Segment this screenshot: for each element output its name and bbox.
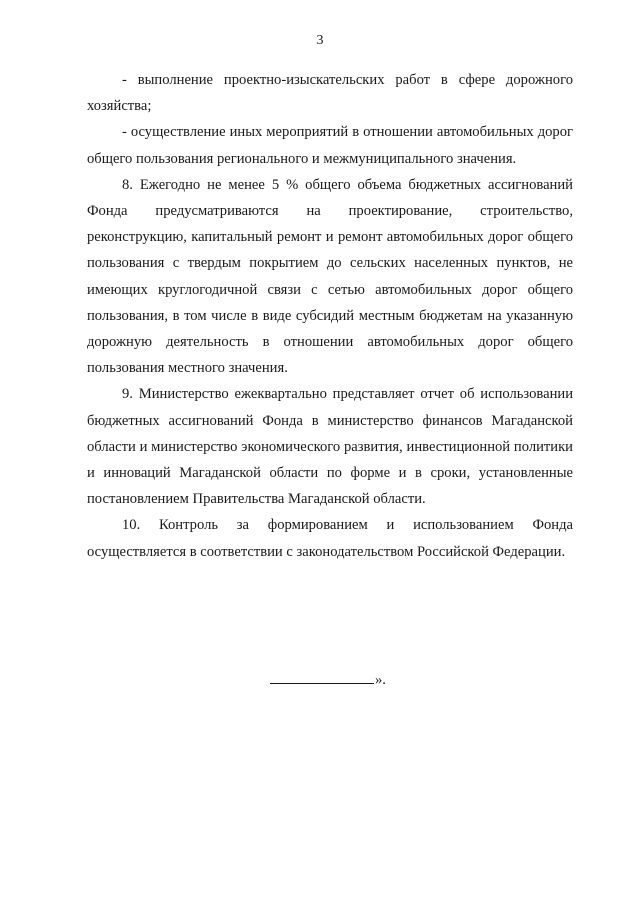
closing-rule <box>270 673 374 684</box>
closing-line <box>270 672 386 689</box>
paragraph-item-10: 10. Контроль за формированием и использованием Фонда осуществляется в соответствии с законодательством Российской Федерации. <box>87 517 573 560</box>
paragraph-item-8: 8. Ежегодно не менее 5 % общего объема бюджетных ассигнований Фонда предусматриваются на проектирование, строительство, реконструкцию, капитальный ремонт и ремонт автомобильных дорог общего пользования с твердым покрытием до сельских населенных пунктов, не имеющих круглогодичной связи с сетью автомобильных дорог общего пользования, в том числе в виде субсидий местным бюджетам на указанную дорожную деятельность в отношении автомобильных дорог общего пользования местного значения. <box>87 176 573 377</box>
closing-quote-mark: ». <box>375 672 386 688</box>
page-number: 3 <box>316 33 324 48</box>
document-body <box>87 67 573 565</box>
paragraph-other-measures: - осуществление иных мероприятий в отношении автомобильных дорог общего пользования регионального и межмуниципального значения. <box>87 124 573 167</box>
paragraph-design-survey-works: - выполнение проектно-изыскательских работ в сфере дорожного хозяйства; <box>87 72 573 115</box>
paragraph-item-9: 9. Министерство ежеквартально представляет отчет об использовании бюджетных ассигнований Фонда в министерство финансов Магаданской области и министерство экономического развития, инвестиционной политики и инноваций Магаданской области по форме и в сроки, установленные постановлением Правительства Магаданской области. <box>87 386 573 508</box>
